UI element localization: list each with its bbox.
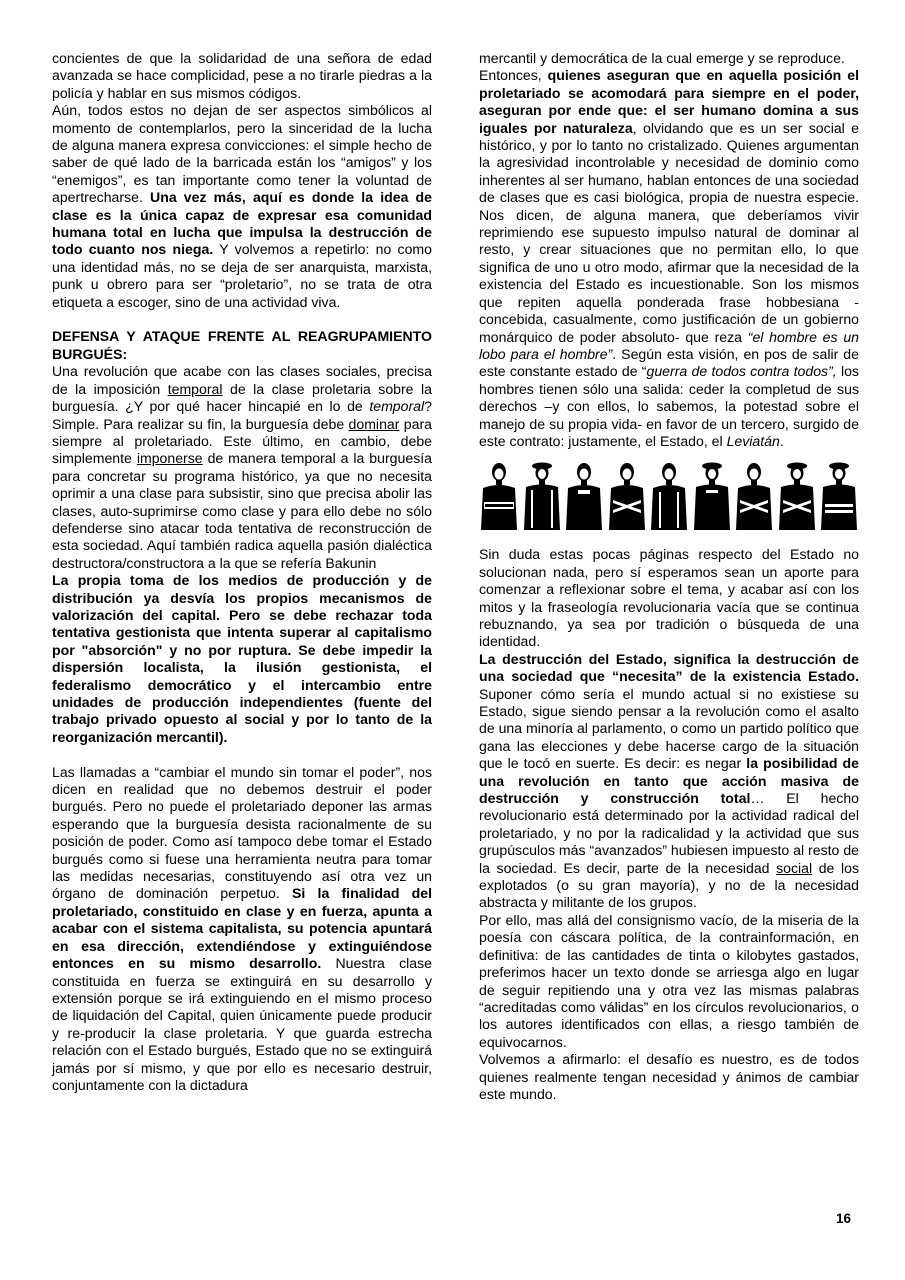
right-paragraph-5: Por ello, mas allá del consignismo vacío, de la miseria de la poesía con cáscara política, de la contrainformación, en definitiva: de las cantidades de tinta o kilobytes gastados, preferimos hacer un texto donde se arriesga algo en lugar de seguir repitiendo una y otra vez las mismas palabras “acreditadas como válidas” en los círculos revolucionarios, o los autores identificados con ellas, a riesgo también de equivocarnos. <box>479 911 859 1050</box>
left-column <box>52 50 432 1094</box>
r-p2-italic-quote: “el hombre es un lobo para el hombre” <box>479 328 859 362</box>
figure-crossed-arms-icon <box>734 460 774 536</box>
r-p2-text-f: . <box>779 432 784 449</box>
p5-bold: Si la finalidad del proletariado, constituido en clase y en fuerza, apunta a acabar con el sistema capitalista, su potencia apuntará en esa dirección, extendiéndose y extinguiéndose entonces en su mismo desarrollo. <box>52 885 433 972</box>
p3-text-a: Una revolución que acabe con las clases sociales, precisa de la imposición <box>52 363 432 397</box>
right-paragraph-6: Volvemos a afirmarlo: el desafío es nuestro, es de todos quienes realmente tengan necesidad y ánimos de cambiar este mundo. <box>479 1051 859 1102</box>
figure-beret-icon <box>819 460 859 536</box>
r-p4-underline-social: social <box>776 859 813 876</box>
left-paragraph-2-text-a: Aún, todos estos no dejan de ser aspectos simbólicos al momento de contemplarlos, pero la sinceridad de la lucha de alguna manera expresa convicciones: el simple hecho de saber de qué lado de la barricada están los “amigos” y los “enemigos”, es tan importante como tener la voluntad de apertrecharse. <box>52 102 432 206</box>
r-p4-text-d: … El hecho revolucionario está determinado por la actividad radical del proletariado, y no por la radicalidad y la actividad que sus grupúsculos más “avanzados” hubiesen impuesto al resto de la sociedad. Es decir, parte de la necesidad <box>479 790 860 876</box>
figure-standing-icon <box>649 460 689 536</box>
right-paragraph-4 <box>479 651 859 912</box>
p3-italic-temporal: temporal <box>369 398 425 415</box>
left-paragraph-4-bold: La propia toma de los medios de producción y de distribución ya desvía los propios mecanismos de valorización del capital. Pero se debe rechazar toda tentativa gestionista que intenta superar al capitalismo por "absorción" y no por ruptura. Se debe impedir la dispersión localista, la ilusión gestionista, el federalismo democrático y el intercambio entre unidades de producción independientes (fuente del trabajo privado opuesto al social y por lo tanto de la reorganización mercantil). <box>52 572 432 745</box>
p5-text-c: Nuestra clase constituida en fuerza se extinguirá en su desarrollo y extensión porque se irá extinguiendo en el mismo proceso de liquidación del Capital, quien únicamente puede producir y re-producir la clase proletaria. Y que guarda estrecha relación con el Estado burgués, Estado que no se extinguirá jamás por sí mismo, y que por ello es necesario destruir, conjuntamente con la dictadura <box>52 955 432 1093</box>
p3-text-d: para siempre al proletariado. Este último, en cambio, debe simplemente <box>52 415 433 467</box>
r-p2-text-a: Entonces, <box>479 67 548 84</box>
p3-text-c: ? Simple. Para realizar su fin, la burguesía debe <box>52 398 432 432</box>
right-paragraph-2 <box>479 67 859 450</box>
r-p2-bold: quienes aseguran que en aquella posición el proletariado se acomodará para siempre en el poder, aseguran por ende que: el ser humano domina a sus iguales por naturaleza <box>479 67 859 136</box>
left-paragraph-2-text-c: Y volvemos a repetirlo: no como una identidad más, no se deja de ser anarquista, marxista, punk u obrero para ser “proletario”, no se trata de otra etiqueta a escoger, sino de una actividad viva. <box>52 241 432 310</box>
p3-text-b: de la clase proletaria sobre la burguesía. ¿Y por qué hacer hincapié en lo de <box>52 380 432 415</box>
p5-text-a: Las llamadas a “cambiar el mundo sin tomar el poder”, nos dicen en realidad que no debemos destruir el poder burgués. Pero no puede el proletariado deponer las armas esperando que la burguesía desista racionalmente de su posición de poder. Como así tampoco debe tomar el Estado burgués como si fuese una herramienta neutra para tomar las medidas necesarias, constituyendo así otra vez un órgano de dominación perpetuo. <box>52 763 432 902</box>
r-p4-text-b: Suponer cómo sería el mundo actual si no existiese su Estado, sigue siendo pensar a la revolución como el asalto de una minoría al parlamento, o como un partido político que gana las elecciones y debe hacerse cargo de la situación que le tocó en suerte. Es decir: es negar <box>479 685 859 772</box>
left-paragraph-5 <box>52 764 432 1095</box>
p3-underline-dominar: dominar <box>348 415 400 432</box>
r-p4-text-e: de los explotados (o su gran mayoría), y no de la necesidad abstracta y militante de los grupos. <box>479 859 859 911</box>
page-number: 16 <box>836 1211 852 1226</box>
p3-text-e: de manera temporal a la burguesía para concretar su programa histórico, ya que no necesita oprimir a una clase para subsistir, sino que precisa abolir las clases, auto-suprimirse como clase y para ello debe no sólo defenderse sino atacar toda tentativa de reconstrucción de esta sociedad. Aquí también radica aquella pasión dialéctica destructora/constructora a la que se refería Bakunin <box>52 450 432 571</box>
right-column <box>479 50 859 1103</box>
figure-crossed-arms-icon <box>479 460 519 536</box>
r-p2-italic-leviatan: Leviatán <box>726 432 780 449</box>
left-paragraph-3 <box>52 363 432 572</box>
r-p2-text-e: los hombres tienen sólo una salida: ceder la completud de sus derechos –y con ellos, lo sabemos, la potestad sobre el manejo de su propia vida- en favor de un tercero, surgido de este contrato: justamente, el Estado, el <box>479 363 859 449</box>
r-p2-italic-guerra: guerra de todos contra todos”, <box>646 363 837 380</box>
left-paragraph-2 <box>52 102 432 311</box>
right-paragraph-3: Sin duda estas pocas páginas respecto del Estado no solucionan nada, pero sí esperamos sean un aporte para comenzar a reflexionar sobre el tema, y acabar así con los mitos y la fraseología revolucionaria vacía que se continua rebuznando, ya sea por tradición o búsqueda de una identidad. <box>479 546 859 650</box>
left-paragraph-1: concientes de que la solidaridad de una señora de edad avanzada se hace complicidad, pese a no tirarle piedras a la policía y hablar en sus mismos códigos. <box>52 50 432 101</box>
p3-underline-imponerse: imponerse <box>136 450 203 467</box>
figure-standing-icon <box>564 460 604 536</box>
figures-illustration <box>479 458 859 536</box>
figure-beret-icon <box>777 460 817 536</box>
r-p4-bold-c: la posibilidad de una revolución en tanto que acción masiva de destrucción y construcción total <box>479 755 859 807</box>
section-heading: DEFENSA Y ATAQUE FRENTE AL REAGRUPAMIENTO BURGUÉS: <box>52 328 432 362</box>
left-paragraph-2-bold: Una vez más, aquí es donde la idea de clase es la única capaz de expresar esa comunidad humana total en lucha que impulsa la destrucción de todo cuanto nos niega. <box>52 189 433 258</box>
figure-crossed-arms-icon <box>607 460 647 536</box>
r-p4-bold-a: La destrucción del Estado, significa la destrucción de una sociedad que “necesita” de la existencia Estado. <box>479 650 859 685</box>
figure-beret-icon <box>692 460 732 536</box>
figure-beret-icon <box>522 460 562 536</box>
r-p2-text-c: , olvidando que es un ser social e histórico, y por lo tanto no cristalizado. Quienes argumentan la agresividad incontrolable y necesidad de dominio como inherentes al ser humano, hablan entonces de una sociedad de clases que es casi biológica, propia de nuestra especie. Nos dicen, de alguna manera, que deberíamos vivir reprimiendo ese supuesto impulso natural de dominar al resto, y crear situaciones que no permitan ello, lo que significa de uno u otro modo, afirmar que la necesidad de la existencia del Estado es incuestionable. Son los mismos que repiten aquella ponderada frase hobbesiana -concebida, casualmente, como justificación de un gobierno monárquico de poder absoluto- que reza <box>479 119 859 345</box>
right-paragraph-1: mercantil y democrática de la cual emerge y se reproduce. <box>479 50 845 66</box>
p3-underline-temporal: temporal <box>167 380 223 397</box>
r-p2-text-d: . Según esta visión, en pos de salir de este constante estado de “ <box>479 345 859 380</box>
